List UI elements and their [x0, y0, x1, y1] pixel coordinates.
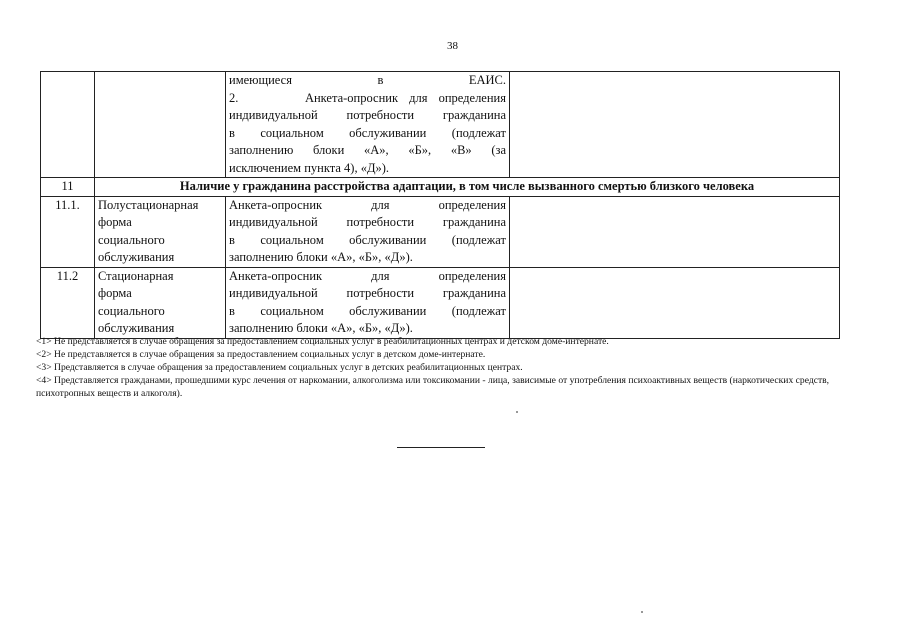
services-documents-table: [40, 71, 840, 339]
documents-cell: [226, 267, 510, 338]
documents-line: индивидуальной потребности гражданина: [229, 108, 506, 122]
section-title-cell: Наличие у гражданина расстройства адаптации, в том числе вызванного смертью близкого человека: [95, 178, 840, 197]
documents-line: имеющиеся в ЕАИС.: [229, 73, 506, 87]
row-number-cell: 11.1.: [41, 196, 95, 267]
documents-line: заполнению блоки «А», «Б», «В» (за: [229, 143, 506, 157]
footnote: <4> Представляется гражданами, прошедшими курс лечения от наркомании, алкоголизма или токсикомании - лица, зависимые от употребления психоактивных веществ (наркотических средств, психотропных веществ и алкоголя).: [36, 375, 830, 399]
documents-line: Анкета-опросник для определения: [229, 268, 506, 283]
table-row: [41, 196, 840, 267]
notes-cell: [510, 196, 840, 267]
section-number-cell: 11: [41, 178, 95, 197]
footnotes: [36, 335, 856, 400]
documents-line: в социальном обслуживании (подлежат: [229, 232, 506, 247]
scan-speck: [516, 411, 518, 413]
page-number: 38: [447, 40, 458, 52]
documents-line: 2. Анкета-опросник для определения: [229, 90, 506, 105]
documents-line: исключением пункта 4), «Д»).: [229, 160, 390, 175]
documents-line: индивидуальной потребности гражданина: [229, 286, 506, 300]
table-row: [41, 267, 840, 338]
footnote: <3> Представляется в случае обращения за предоставлением социальных услуг в детских реабилитационных центрах.: [36, 362, 523, 373]
service-form-cell: Стационарная форма социального обслуживания: [95, 267, 226, 338]
notes-cell: [510, 267, 840, 338]
row-number-cell: [41, 72, 95, 178]
service-form-cell: [95, 72, 226, 178]
documents-line: Анкета-опросник для определения: [229, 197, 506, 212]
row-number-cell: 11.2: [41, 267, 95, 338]
documents-cell: [226, 72, 510, 178]
end-of-document-rule: [397, 447, 485, 448]
footnote: <1> Не представляется в случае обращения за предоставлением социальных услуг в реабилитационных центрах и детском доме-интернате.: [36, 336, 609, 347]
scan-speck: [641, 611, 643, 613]
documents-line: заполнению блоки «А», «Б», «Д»).: [229, 250, 413, 264]
table-row-continuation: [41, 72, 840, 178]
documents-line: заполнению блоки «А», «Б», «Д»).: [229, 321, 413, 335]
documents-line: в социальном обслуживании (подлежат: [229, 125, 506, 140]
footnote: <2> Не представляется в случае обращения за предоставлением социальных услуг в детском доме-интернате.: [36, 349, 486, 360]
documents-line: индивидуальной потребности гражданина: [229, 215, 506, 229]
documents-cell: [226, 196, 510, 267]
table-section-row: [41, 178, 840, 197]
notes-cell: [510, 72, 840, 178]
service-form-cell: Полустационарная форма социального обслуживания: [95, 196, 226, 267]
documents-line: в социальном обслуживании (подлежат: [229, 303, 506, 318]
